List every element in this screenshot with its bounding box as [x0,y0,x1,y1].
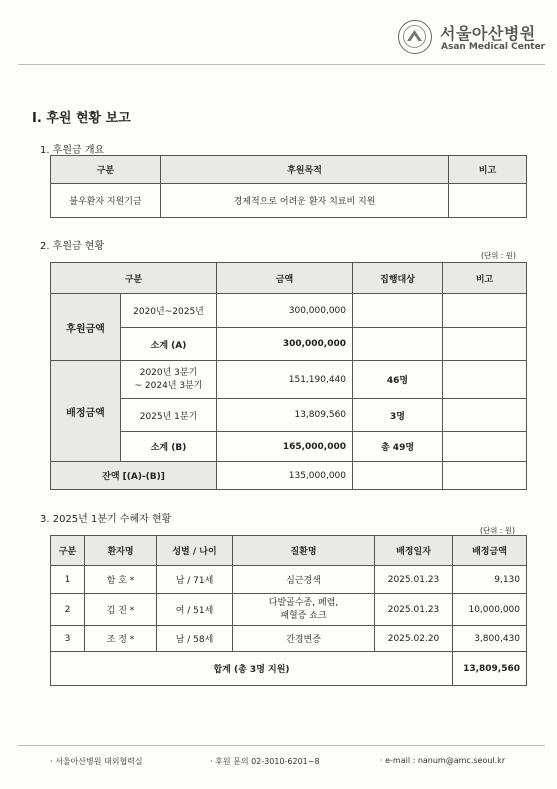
header-cell: 배정금액 [453,536,527,566]
header-cell: 배정일자 [375,536,453,566]
table-cell [443,294,527,328]
table-row [51,361,527,399]
table-cell: 함 호 * [85,566,157,594]
table-cell [443,328,527,361]
footer-divider [18,745,545,746]
table-cell: 151,190,440 [217,361,353,399]
table-cell: 심근경색 [233,566,375,594]
header-cell: 환자명 [85,536,157,566]
table-cell: 2025.01.23 [375,566,453,594]
section3-heading: 3. 2025년 1분기 수혜자 현황 [40,514,172,525]
brand-name-english: Asan Medical Center [441,42,546,52]
table-header-row [51,263,527,294]
table-cell: 김 진 * [85,594,157,626]
subtotal-b-label: 소계 (B) [121,432,217,462]
table-cell: 남 / 71세 [157,566,233,594]
table-cell: 3 [51,626,85,652]
hospital-logo-icon [398,20,432,54]
footer-department: · 서울아산병원 대외협력실 [50,757,143,766]
subtotal-a-amount: 300,000,000 [217,328,353,361]
table-cell: 13,809,560 [217,399,353,432]
header-cell: 금액 [217,263,353,294]
table-cell: 3,800,430 [453,626,527,652]
table-row [51,626,527,652]
table-cell: 300,000,000 [217,294,353,328]
total-label: 합계 (총 3명 지원) [51,652,453,686]
balance-amount: 135,000,000 [217,462,353,490]
unit-label: (단위 : 원) [480,526,515,535]
table-cell: 9,130 [453,566,527,594]
disease-line: 다발골수종, 폐렴, [268,597,339,608]
table-header-row [51,156,527,184]
header-cell: 구분 [51,536,85,566]
table-cell: 간경변증 [233,626,375,652]
disease-line: 패혈증 쇼크 [280,610,327,621]
table-cell: 2025.02.20 [375,626,453,652]
subtotal-b-amount: 165,000,000 [217,432,353,462]
table-cell [353,294,443,328]
period-line: 2020년 3분기 [139,367,198,378]
table-cell [443,361,527,399]
footer-email: · e-mail : nanum@amc.seoul.kr [380,756,506,765]
table-cell: 2 [51,594,85,626]
table-row [51,462,527,490]
table-cell [121,361,217,399]
header-cell: 성별 / 나이 [157,536,233,566]
overview-table [50,155,527,218]
header-cell: 비고 [443,263,527,294]
header-cell: 질환명 [233,536,375,566]
table-cell: 2020년~2025년 [121,294,217,328]
table-row [51,184,527,218]
table-row [51,294,527,328]
unit-label: (단위 : 원) [481,251,516,260]
table-cell: 남 / 58세 [157,626,233,652]
footer-phone: · 후원 문의 02-3010-6201~8 [210,757,320,766]
table-cell [443,432,527,462]
allocation-amount-label: 배정금액 [51,361,121,462]
table-cell [353,462,443,490]
section2-heading: 2. 후원금 현황 [40,241,105,252]
donation-amount-label: 후원금액 [51,294,121,361]
table-cell: 불우환자 지원기금 [51,184,161,218]
table-cell: 2025년 1분기 [121,399,217,432]
table-cell: 2025.01.23 [375,594,453,626]
table-cell: 3명 [353,399,443,432]
table-row [51,399,527,432]
table-header-row [51,536,527,566]
total-amount: 13,809,560 [453,652,527,686]
section1-heading: 1. 후원금 개요 [40,145,105,156]
table-cell: 경제적으로 어려운 환자 치료비 지원 [161,184,449,218]
header-cell: 집행대상 [353,263,443,294]
table-row [51,566,527,594]
table-cell [443,462,527,490]
table-cell [233,594,375,626]
table-cell [449,184,527,218]
table-cell [353,328,443,361]
table-row [51,432,527,462]
brand-name-korean: 서울아산병원 [440,24,536,43]
table-row [51,594,527,626]
header-divider [18,64,545,65]
table-row [51,328,527,361]
table-cell [443,399,527,432]
donation-status-table [50,262,527,490]
page-title: I. 후원 현황 보고 [32,111,131,126]
subtotal-a-label: 소계 (A) [121,328,217,361]
header-cell: 비고 [449,156,527,184]
balance-label: 잔액 [(A)-(B)] [51,462,217,490]
table-cell: 여 / 51세 [157,594,233,626]
period-line: ~ 2024년 3분기 [134,380,203,391]
table-cell: 10,000,000 [453,594,527,626]
table-cell: 1 [51,566,85,594]
header-cell: 후원목적 [161,156,449,184]
subtotal-b-target: 총 49명 [353,432,443,462]
header-cell: 구분 [51,263,217,294]
table-cell: 46명 [353,361,443,399]
table-cell: 조 정 * [85,626,157,652]
table-row [51,652,527,686]
header-cell: 구분 [51,156,161,184]
beneficiary-table [50,535,527,686]
